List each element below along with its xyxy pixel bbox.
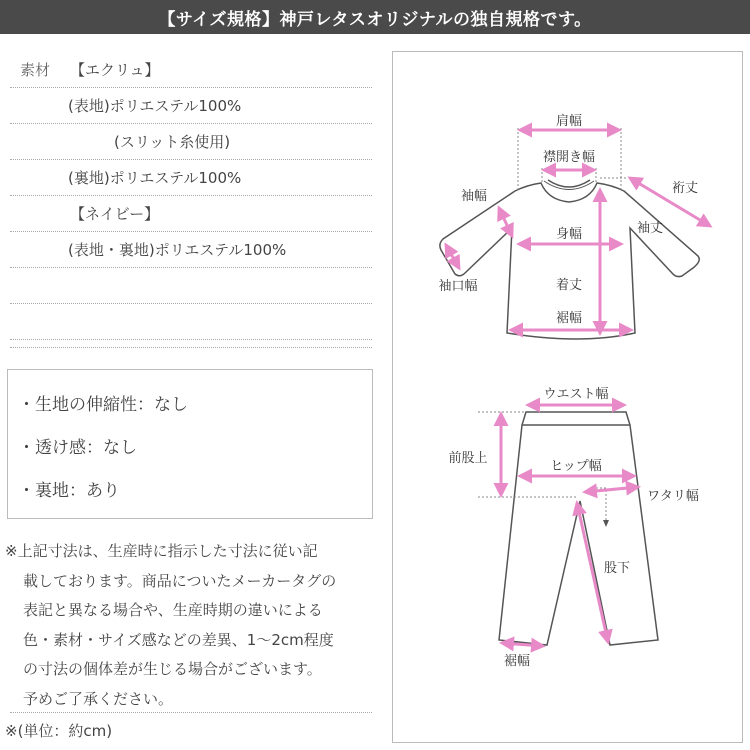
pants-hem-width-label: 裾幅: [503, 654, 531, 669]
note-line: 色・素材・サイズ感などの差異、1〜2cm程度: [23, 630, 334, 649]
material-text: (表地・裏地)ポリエステル100%: [68, 241, 287, 259]
hip-width-label: ヒップ幅: [550, 459, 602, 474]
sheerness-property: ・透け感：なし: [18, 438, 137, 458]
material-text: (スリット糸使用): [114, 133, 231, 151]
front-rise-label: 前股上: [448, 451, 488, 466]
total-length-label: 着丈: [555, 278, 583, 293]
pants-outline: [499, 412, 658, 645]
pants-measure-arrows: [501, 405, 638, 646]
unit-label: ※(単位：約cm): [5, 722, 113, 740]
top-hem-width-label: 裾幅: [555, 311, 583, 326]
material-text: (裏地)ポリエステル100%: [68, 169, 242, 187]
sleeve-width-label: 袖幅: [460, 189, 488, 204]
cuff-width-label: 袖口幅: [438, 279, 478, 294]
top-neckline: [548, 180, 590, 187]
stretch-property: ・生地の伸縮性：なし: [18, 395, 188, 415]
body-width-label: 身幅: [555, 227, 583, 242]
material-text: 【ネイビー】: [70, 205, 160, 223]
note-line: 載しております。商品についたメーカータグの: [23, 571, 337, 590]
material-text: 【エクリュ】: [70, 61, 160, 79]
waist-width-label: ウエスト幅: [543, 387, 609, 402]
note-line: ※上記寸法は、生産時に指示した寸法に従い記: [5, 542, 318, 560]
note-line: 表記と異なる場合や、生産時期の違いによる: [23, 601, 323, 619]
inseam-label: 股下: [603, 561, 631, 576]
thigh-width-label: ワタリ幅: [647, 489, 699, 504]
material-label: 素材: [20, 61, 51, 79]
note-line: 予めご了承ください。: [23, 689, 174, 708]
yuki-length-label: 裄丈: [671, 181, 699, 196]
note-line: の寸法の個体差が生じる場合がございます。: [23, 660, 322, 678]
shoulder-width-label: 肩幅: [555, 114, 583, 129]
sleeve-length-label: 袖丈: [636, 221, 664, 236]
neck-width-label: 襟開き幅: [542, 150, 596, 165]
lining-property: ・裏地：あり: [18, 481, 120, 501]
pants-garment: [499, 412, 658, 645]
material-text: (表地)ポリエステル100%: [68, 97, 242, 115]
banner-title: 【サイズ規格】神戸レタスオリジナルの独自規格です。: [158, 9, 592, 30]
